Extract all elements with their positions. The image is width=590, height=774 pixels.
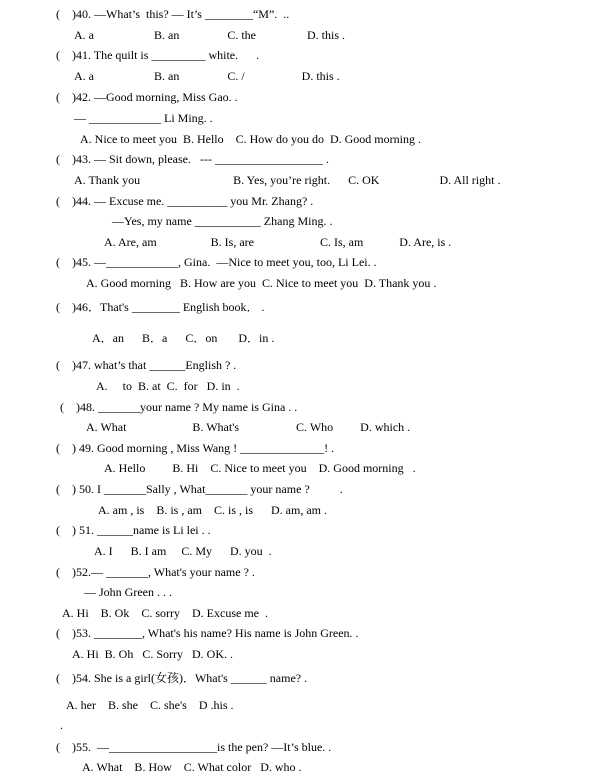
question-53: ( )53. ________, What's his name? His name is John Green. . (56, 626, 359, 640)
question-43-options: A. Thank you B. Yes, you’re right. C. OK D. All right . (74, 173, 501, 187)
question-45: ( )45. —____________, Gina. —Nice to meet you, too, Li Lei. . (56, 255, 377, 269)
question-50-options: A. am , is B. is , am C. is , is D. am, am . (98, 503, 327, 517)
question-44-options: A. Are, am B. Is, are C. Is, am D. Are, is . (104, 235, 452, 249)
question-42: ( )42. —Good morning, Miss Gao. . (56, 90, 238, 104)
question-47-options: A. to B. at C. for D. in . (96, 379, 240, 393)
question-52: ( )52.— _______, What's your name ? . (56, 565, 255, 579)
question-49: ( ) 49. Good morning , Miss Wang ! ______________! . (56, 441, 335, 455)
question-44: ( )44. — Excuse me. __________ you Mr. Zhang? . (56, 194, 314, 208)
question-41: ( )41. The quilt is _________ white. . (56, 48, 260, 62)
question-52-response: — John Green . . . (84, 585, 172, 599)
question-40: ( )40. —What’s this? — It’s ________“M”. .. (56, 7, 290, 21)
question-46: ( )46．That's ________ English book． . (56, 300, 265, 314)
question-43: ( )43. — Sit down, please. --- __________________ . (56, 152, 329, 166)
question-46-options: A．an B．a C．on D．in . (92, 331, 275, 345)
blank-paragraph-mark: . (60, 718, 63, 732)
question-47: ( )47. what’s that ______English ? . (56, 358, 237, 372)
question-51: ( ) 51. ______name is Li lei . . (56, 523, 211, 537)
question-40-options: A. a B. an C. the D. this . (74, 28, 345, 42)
question-51-options: A. I B. I am C. My D. you . (94, 544, 272, 558)
question-48-options: A. What B. What's C. Who D. which . (86, 420, 411, 434)
question-55-options: A. What B. How C. What color D. who . (82, 760, 302, 774)
question-44-response: —Yes, my name ___________ Zhang Ming. . (112, 214, 333, 228)
question-42-response: — ____________ Li Ming. . (74, 111, 213, 125)
question-50: ( ) 50. I _______Sally , What_______ your name ? . (56, 482, 343, 496)
question-54-options: A. her B. she C. she's D .his . (66, 698, 234, 712)
question-54: ( )54. She is a girl(女孩)．What's ______ name? . (56, 671, 308, 685)
question-52-options: A. Hi B. Ok C. sorry D. Excuse me . (62, 606, 268, 620)
question-41-options: A. a B. an C. / D. this . (74, 69, 340, 83)
question-42-options: A. Nice to meet you B. Hello C. How do you do D. Good morning . (80, 132, 421, 146)
question-55: ( )55. —__________________is the pen? —It’s blue. . (56, 740, 332, 754)
question-53-options: A. Hi B. Oh C. Sorry D. OK. . (72, 647, 234, 661)
question-45-options: A. Good morning B. How are you C. Nice to meet you D. Thank you . (86, 276, 437, 290)
question-49-options: A. Hello B. Hi C. Nice to meet you D. Good morning . (104, 461, 416, 475)
question-48: ( )48. _______your name ? My name is Gina . . (60, 400, 298, 414)
